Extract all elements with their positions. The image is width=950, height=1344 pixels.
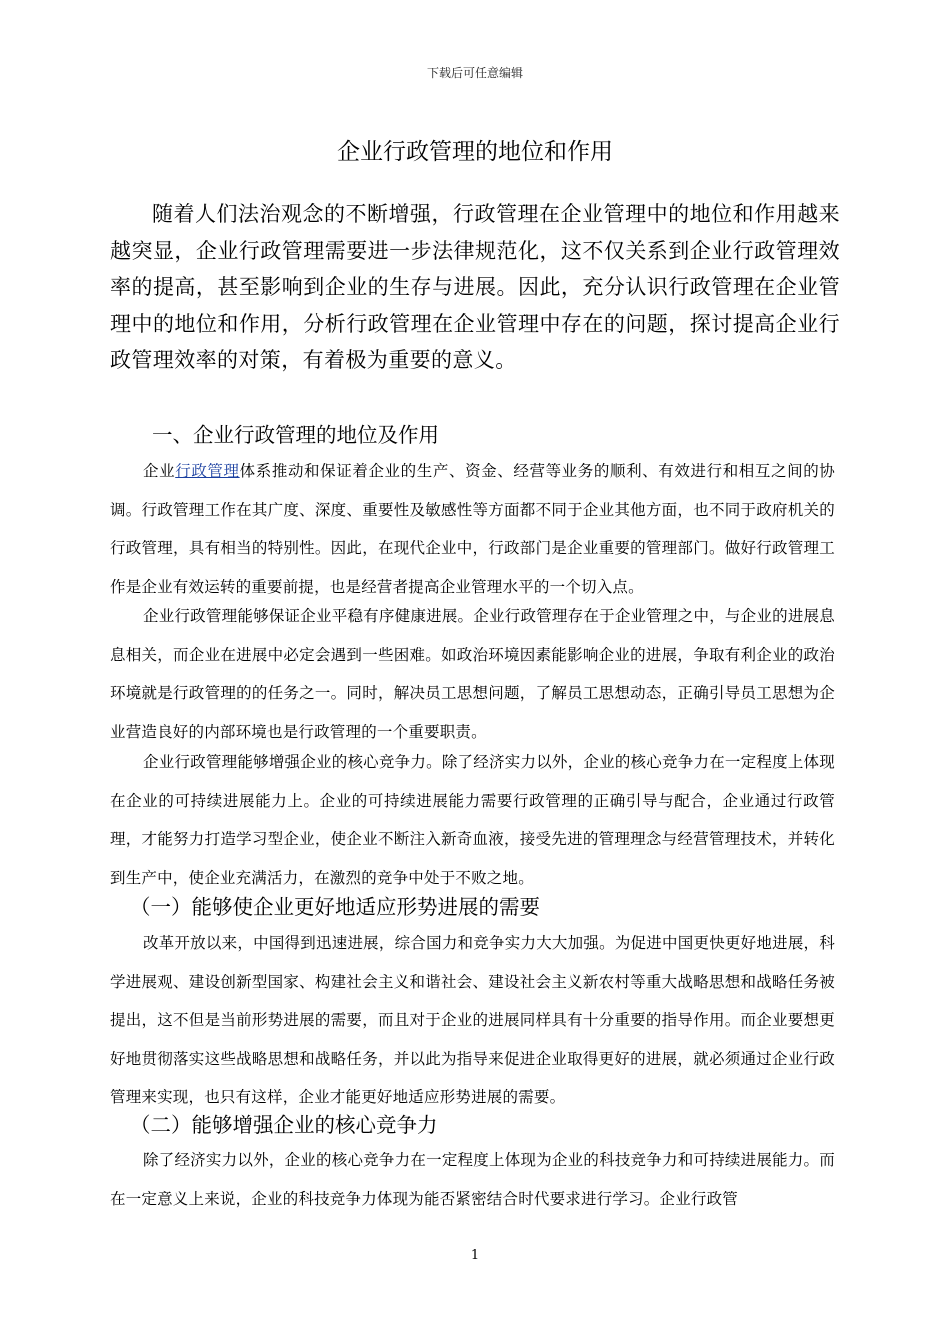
section1-paragraph-2: 企业行政管理能够保证企业平稳有序健康进展。企业行政管理存在于企业管理之中，与企业的进展息息相关，而企业在进展中必定会遇到一些困难。如政治环境因素能影响企业的进展，争取有利企业的政治环境就是行政管理的的任务之一。同时，解决员工思想问题，了解员工思想动态，正确引导员工思想为企业营造良好的内部环境也是行政管理的一个重要职责。 [110,607,835,741]
subsection-heading-2: （二）能够增强企业的核心竞争力 [130,1113,438,1137]
lead-paragraph: 随着人们法治观念的不断增强，行政管理在企业管理中的地位和作用越来越突显，企业行政管理需要进一步法律规范化，这不仅关系到企业行政管理效率的提高，甚至影响到企业的生存与进展。因此，充分认识行政管理在企业管理中的地位和作用，分析行政管理在企业管理中存在的问题，探讨提高企业行政管理效率的对策，有着极为重要的意义。 [110,202,840,372]
subsection2-paragraph: 除了经济实力以外，企业的核心竞争力在一定程度上体现为企业的科技竞争力和可持续进展能力。而在一定意义上来说，企业的科技竞争力体现为能否紧密结合时代要求进行学习。企业行政管 [110,1151,835,1208]
paragraph-prefix: 企业 [143,462,176,480]
section-heading-1: 一、企业行政管理的地位及作用 [152,423,439,447]
page-header-note: 下载后可任意编辑 [426,66,523,80]
document-title: 企业行政管理的地位和作用 [337,139,613,165]
admin-management-link[interactable]: 行政管理 [175,462,240,480]
section1-paragraph-1 [110,452,835,606]
section1-paragraph-3: 企业行政管理能够增强企业的核心竞争力。除了经济实力以外，企业的核心竞争力在一定程度上体现在企业的可持续进展能力上。企业的可持续进展能力需要行政管理的正确引导与配合，企业通过行政管理，才能努力打造学习型企业，使企业不断注入新奇血液，接受先进的管理理念与经营管理技术，并转化到生产中，使企业充满活力，在激烈的竞争中处于不败之地。 [110,753,835,887]
subsection-heading-1: （一）能够使企业更好地适应形势进展的需要 [130,895,540,919]
page-number: 1 [470,1248,480,1263]
paragraph-text: 体系推动和保证着企业的生产、资金、经营等业务的顺利、有效进行和相互之间的协调。行政管理工作在其广度、深度、重要性及敏感性等方面都不同于企业其他方面，也不同于政府机关的行政管理，具有相当的特别性。因此，在现代企业中，行政部门是企业重要的管理部门。做好行政管理工作是企业有效运转的重要前提，也是经营者提高企业管理水平的一个切入点。 [110,462,836,596]
subsection1-paragraph: 改革开放以来，中国得到迅速进展，综合国力和竞争实力大大加强。为促进中国更快更好地进展，科学进展观、建设创新型国家、构建社会主义和谐社会、建设社会主义新农村等重大战略思想和战略任务被提出，这不但是当前形势进展的需要，而且对于企业的进展同样具有十分重要的指导作用。而企业要想更好地贯彻落实这些战略思想和战略任务，并以此为指导来促进企业取得更好的进展，就必须通过企业行政管理来实现，也只有这样，企业才能更好地适应形势进展的需要。 [110,934,835,1107]
